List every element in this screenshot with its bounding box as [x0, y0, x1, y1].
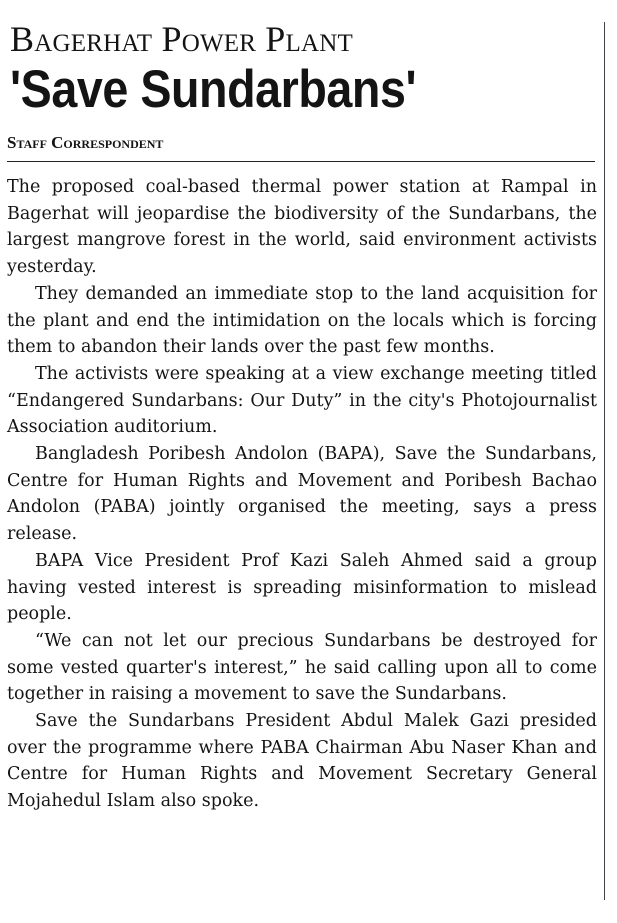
article-kicker: Bagerhat Power Plant [10, 19, 353, 59]
article-paragraph: The proposed coal-based thermal power station at Rampal in Bagerhat will jeopardise the biodiversity of the Sundarbans, the largest mangrove forest in the world, said environment activists yesterday. [7, 177, 597, 278]
article-headline: 'Save Sundarbans' [10, 60, 417, 119]
article-paragraph: Bangladesh Poribesh Andolon (BAPA), Save the Sundarbans, Centre for Human Rights and Movement and Poribesh Bachao Andolon (PABA) jointly organised the meeting, says a press release. [7, 444, 597, 545]
article-body [7, 174, 597, 815]
article-paragraph: Save the Sundarbans President Abdul Malek Gazi presided over the programme where PABA Chairman Abu Naser Khan and Centre for Human Rights and Movement Secretary General Mojahedul Islam also spoke. [7, 711, 597, 812]
article-byline: Staff Correspondent [7, 132, 595, 162]
article-paragraph: The activists were speaking at a view exchange meeting titled “Endangered Sundarbans: Our Duty” in the city's Photojournalist Association auditorium. [7, 363, 597, 438]
article-paragraph: “We can not let our precious Sundarbans be destroyed for some vested quarter's interest,” he said calling upon all to come together in raising a movement to save the Sundarbans. [7, 630, 597, 705]
news-article [7, 20, 597, 815]
article-paragraph: They demanded an immediate stop to the land acquisition for the plant and end the intimidation on the locals which is forcing them to abandon their lands over the past few months. [7, 283, 597, 358]
column-rule [604, 22, 605, 900]
article-paragraph: BAPA Vice President Prof Kazi Saleh Ahmed said a group having vested interest is spreading misinformation to mislead people. [7, 550, 597, 625]
